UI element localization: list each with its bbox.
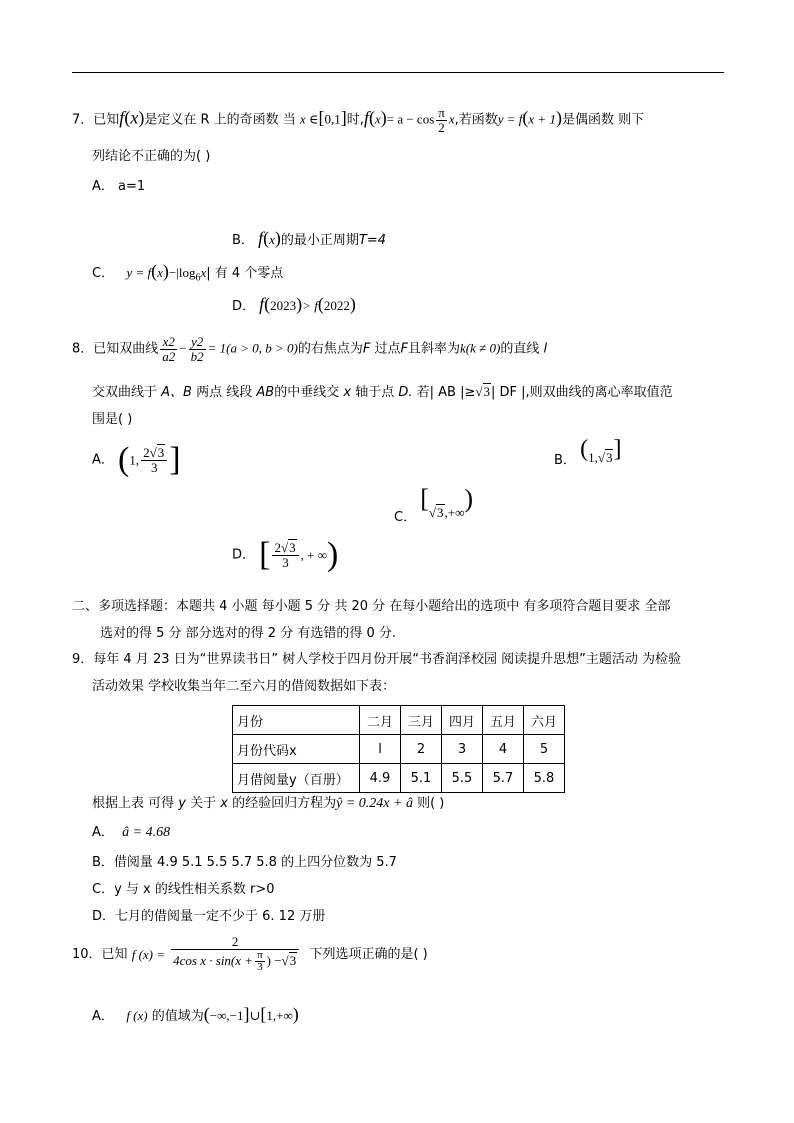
q7-optD-f: f	[259, 294, 265, 314]
table-cell: 5	[524, 735, 565, 764]
q7-option-a: A． a=1	[92, 179, 146, 194]
q7-x: x	[130, 107, 139, 128]
q10-three: 3	[255, 961, 265, 974]
q10-fx: f (x) =	[131, 946, 166, 962]
q8-option-a	[92, 443, 181, 477]
paren-close: )	[138, 107, 145, 128]
table-cell: 月份代码x	[233, 735, 360, 764]
q7-eq-b: x	[448, 111, 455, 127]
paren-open: (	[317, 294, 324, 314]
table-cell: 2	[401, 735, 442, 764]
table-cell: 5.7	[483, 764, 524, 793]
q10-option-a	[92, 1005, 299, 1023]
q7-option-c	[92, 262, 283, 284]
q7-optC-label: C．	[92, 266, 115, 281]
paren-open: (	[151, 261, 158, 281]
q7-option-b	[232, 229, 386, 247]
q10-stem-a: 已知	[101, 946, 128, 962]
q7-pi-over-2	[436, 106, 447, 134]
q8-minus: −	[179, 340, 187, 356]
q7-optB-label: B．	[232, 233, 254, 248]
q7-x2: x	[374, 111, 381, 127]
q8-l: l	[543, 341, 548, 357]
q8-option-d	[232, 538, 338, 572]
q10-optA-range: −∞,−1	[209, 1008, 244, 1023]
q7-optB-T: T=4	[358, 233, 386, 248]
q9-line2: 活动效果 学校收集当年二至六月的借阅数据如下表：	[92, 679, 396, 694]
bracket-open: [	[259, 536, 271, 573]
q9-after-c: 的经验回归方程为	[232, 796, 337, 811]
paren-close: )	[326, 536, 339, 573]
q10-optA-fx: f (x)	[126, 1008, 148, 1023]
q7-pi: π	[438, 105, 445, 120]
q7-xp1: x + 1	[528, 111, 556, 127]
table-cell: 5.8	[524, 764, 565, 793]
paren-close: )	[555, 107, 562, 128]
section2-line1: 二、多项选择题：本题共 4 小题 每小题 5 分 共 20 分 在每小题给出的选项中 有多项符合题目要求 全部	[72, 599, 671, 614]
table-cell: 5.1	[401, 764, 442, 793]
q8-optC-rad: 3	[437, 505, 444, 520]
paren-close: )	[380, 107, 387, 128]
q10-rad: 3	[289, 952, 297, 968]
q8-line2	[92, 385, 673, 399]
q8-F: F	[362, 341, 371, 357]
paren-open: (	[263, 228, 270, 248]
q10-fraction	[171, 935, 299, 974]
q7-optC-text: | 有 4 个零点	[206, 266, 284, 281]
q9-after-x: x	[220, 796, 228, 811]
table-cell: 二月	[360, 706, 401, 735]
bracket-close: ]	[243, 1004, 250, 1024]
table-cell: 3	[442, 735, 483, 764]
q9-option-d: D．七月的借阅量一定不少于 6. 12 万册	[92, 909, 326, 924]
q8-optC-tail: ,+∞	[444, 505, 465, 520]
q9-after-y: y	[178, 796, 186, 811]
q8-a2: a2	[162, 348, 176, 364]
header-rule	[72, 72, 724, 73]
sqrt-sign: √	[475, 384, 483, 399]
q8-line3: 围是( )	[92, 412, 133, 427]
q10-number: 10．	[72, 946, 102, 962]
q8-y2-over-b2	[189, 335, 206, 363]
table-cell: 五月	[483, 706, 524, 735]
q7-stem-c: 时,	[346, 112, 364, 128]
q10-stem-b: 下列选项正确的是( )	[309, 946, 428, 962]
q9-option-c: C．y 与 x 的线性相关系数 r>0	[92, 882, 275, 897]
q7-optC-x: x	[157, 265, 163, 280]
q8-stem-c: 过点	[374, 341, 401, 357]
q8-optD-num-2: 2	[274, 539, 281, 555]
q8-optD-den: 3	[272, 555, 298, 570]
q8-xaxis: x	[343, 385, 352, 400]
q7-two: 2	[436, 120, 447, 135]
q7-optD-gt: > f	[302, 298, 318, 313]
q7-optC-base: 6	[195, 272, 201, 284]
q7-optC-y: y = f	[126, 265, 152, 280]
paren-close: )	[464, 484, 474, 513]
q8-optA-num-2: 2	[143, 444, 150, 460]
paren-close: )	[296, 294, 303, 314]
q7-eq-a: = a − cos	[386, 111, 435, 127]
q7-line2: 列结论不正确的为( )	[92, 149, 211, 164]
q8-b2: b2	[190, 348, 204, 364]
q7-stem-b: 是定义在 R 上的奇函数 当	[144, 112, 296, 128]
q8-optA-num	[141, 446, 167, 460]
q8-number: 8．	[72, 341, 94, 357]
q8-stem-d: 且斜率为	[408, 341, 461, 357]
q8-line1	[72, 335, 547, 363]
q7-domain: x ∈	[299, 111, 319, 127]
q8-optD-label: D．	[232, 547, 256, 563]
q8-optD-rad: 3	[289, 539, 296, 555]
q8-k: k(k ≠ 0)	[460, 340, 501, 356]
q7-optB-f: f	[258, 228, 264, 248]
q8-F2: F	[400, 341, 409, 357]
q9-after-b: 关于	[190, 796, 217, 811]
q8-optB-rad: 3	[605, 450, 613, 465]
q8-line2-c: 的中垂线交	[274, 385, 340, 400]
q9-after-a: 根据上表 可得	[92, 796, 175, 811]
table-cell: 月借阅量y（百册）	[233, 764, 360, 793]
q9-option-a	[92, 826, 170, 840]
paren-open: (	[118, 441, 130, 478]
q8-y2: y2	[191, 334, 204, 349]
bracket-open: [	[318, 107, 325, 128]
table-cell: 4	[483, 735, 524, 764]
q8-line2-b: 两点 线段	[196, 385, 253, 400]
q7-interval: 0,1	[324, 111, 341, 127]
q7-optD-a: 2023	[270, 298, 297, 313]
q7-optC-x2: x	[200, 265, 207, 280]
q9-optA-math: â = 4.68	[122, 825, 171, 840]
table-cell: 月份	[233, 706, 360, 735]
q9-regression-line	[92, 797, 444, 811]
q8-x2: x2	[162, 334, 175, 349]
q8-line2-d: 轴于点	[355, 385, 395, 400]
q8-optB-text: 1,	[588, 450, 598, 465]
q8-optA-one: 1,	[129, 452, 140, 468]
q8-cond: = 1(a > 0, b > 0)	[207, 340, 298, 356]
q8-stem-e: 的直线	[500, 341, 540, 357]
q10-pi-over-3	[255, 950, 265, 974]
q8-sqrt3: 3	[483, 384, 491, 399]
q8-stem-b: 的右焦点为	[297, 341, 363, 357]
bracket-close: ]	[613, 436, 622, 462]
q7-stem-e: 是偶函数 则下	[561, 112, 645, 128]
q7-optC-log: −|log	[168, 265, 196, 280]
sqrt-sign: √	[428, 505, 437, 520]
q8-optD-tail: , + ∞	[300, 547, 327, 563]
q10-optA-text: 的值域为	[151, 1009, 204, 1024]
q10-optA-range2: 1,+∞	[266, 1008, 293, 1023]
q9-after-d: 则( )	[412, 796, 445, 811]
q7-optB-text: 的最小正周期	[280, 233, 359, 248]
borrowing-table	[232, 705, 565, 793]
q7-f2: f	[363, 107, 369, 128]
section2-line2: 选对的得 5 分 部分选对的得 2 分 有选错的得 0 分.	[100, 626, 397, 641]
q9-line1: 9．每年 4 月 23 日为“世界读书日” 树人学校于四月份开展“书香润泽校园 阅读提升思想”主题活动 为检验	[72, 652, 681, 667]
paren-close: )	[292, 1004, 299, 1024]
table-row	[233, 735, 565, 764]
q8-stem-a: 已知双曲线	[93, 341, 159, 357]
q7-stem-d: ,若函数	[454, 112, 498, 128]
sqrt-sign: √	[281, 952, 289, 968]
q8-optA-frac	[141, 446, 167, 474]
table-row	[233, 706, 565, 735]
q8-optB-label: B．	[554, 453, 576, 468]
q7-stem-a: 已知	[93, 112, 120, 128]
paren-open: (	[368, 107, 375, 128]
table-cell: 四月	[442, 706, 483, 735]
q7-f: f	[119, 107, 125, 128]
q8-optD-num	[272, 541, 298, 555]
bracket-open: [	[260, 1004, 267, 1024]
q9-regression: ŷ = 0.24x + â	[336, 796, 413, 811]
q9-option-b: B．借阅量 4.9 5.1 5.5 5.7 5.8 的上四分位数为 5.7	[92, 855, 397, 870]
q8-AB2: AB	[256, 385, 275, 400]
sqrt-sign: √	[280, 539, 289, 555]
q8-x2-over-a2	[160, 335, 177, 363]
table-row	[233, 764, 565, 793]
q8-optD-frac	[272, 541, 298, 569]
q7-option-d	[232, 295, 356, 313]
q8-line2-f: | DF |,则双曲线的离心率取值范	[491, 385, 673, 400]
q9-optA-label: A．	[92, 825, 114, 840]
q8-optC-label: C．	[394, 510, 417, 525]
paren-open: (	[264, 294, 271, 314]
bracket-open: [	[420, 484, 429, 513]
q8-option-b	[554, 437, 621, 467]
q8-line2-a: 交双曲线于	[92, 385, 158, 400]
paren-close: )	[349, 294, 356, 314]
q10-den-tail: ) −	[266, 952, 282, 968]
q7-y-eq: y = f	[497, 111, 523, 127]
q8-line2-e: 若| AB |≥	[416, 385, 476, 400]
table-cell: 六月	[524, 706, 565, 735]
q7-line1	[72, 106, 644, 134]
table-cell: l	[360, 735, 401, 764]
paren-open: (	[522, 107, 529, 128]
q10-pi: π	[257, 948, 263, 961]
sqrt-sign: √	[149, 444, 157, 460]
q10-num: 2	[231, 934, 239, 949]
paren-open: (	[580, 436, 589, 462]
q7-optD-b: 2022	[323, 298, 350, 313]
table-cell: 4.9	[360, 764, 401, 793]
q10-line1	[72, 935, 428, 974]
bracket-close: ]	[340, 107, 347, 128]
q8-option-c	[394, 486, 473, 524]
q10-optA-label: A．	[92, 1009, 114, 1024]
table-cell: 5.5	[442, 764, 483, 793]
sqrt-sign: √	[597, 450, 605, 465]
q8-optA-label: A．	[92, 452, 114, 468]
table-cell: 三月	[401, 706, 442, 735]
q7-number: 7．	[72, 112, 94, 128]
q10-den	[171, 949, 299, 974]
q7-optB-x: x	[269, 232, 275, 247]
q8-optA-den: 3	[141, 460, 167, 475]
paren-open: (	[203, 1004, 210, 1024]
q10-den-a: 4cos x · sin(x +	[173, 952, 254, 968]
q8-optA-rad: 3	[157, 444, 165, 460]
q7-optD-label: D．	[232, 299, 256, 314]
q10-optA-cup: ∪	[249, 1008, 261, 1023]
paren-close: )	[274, 228, 281, 248]
q8-D: D.	[398, 385, 413, 400]
paren-close: )	[162, 261, 169, 281]
paren-open: (	[124, 107, 131, 128]
bracket-close: ]	[169, 441, 181, 478]
q8-AB: A、B	[161, 385, 192, 400]
